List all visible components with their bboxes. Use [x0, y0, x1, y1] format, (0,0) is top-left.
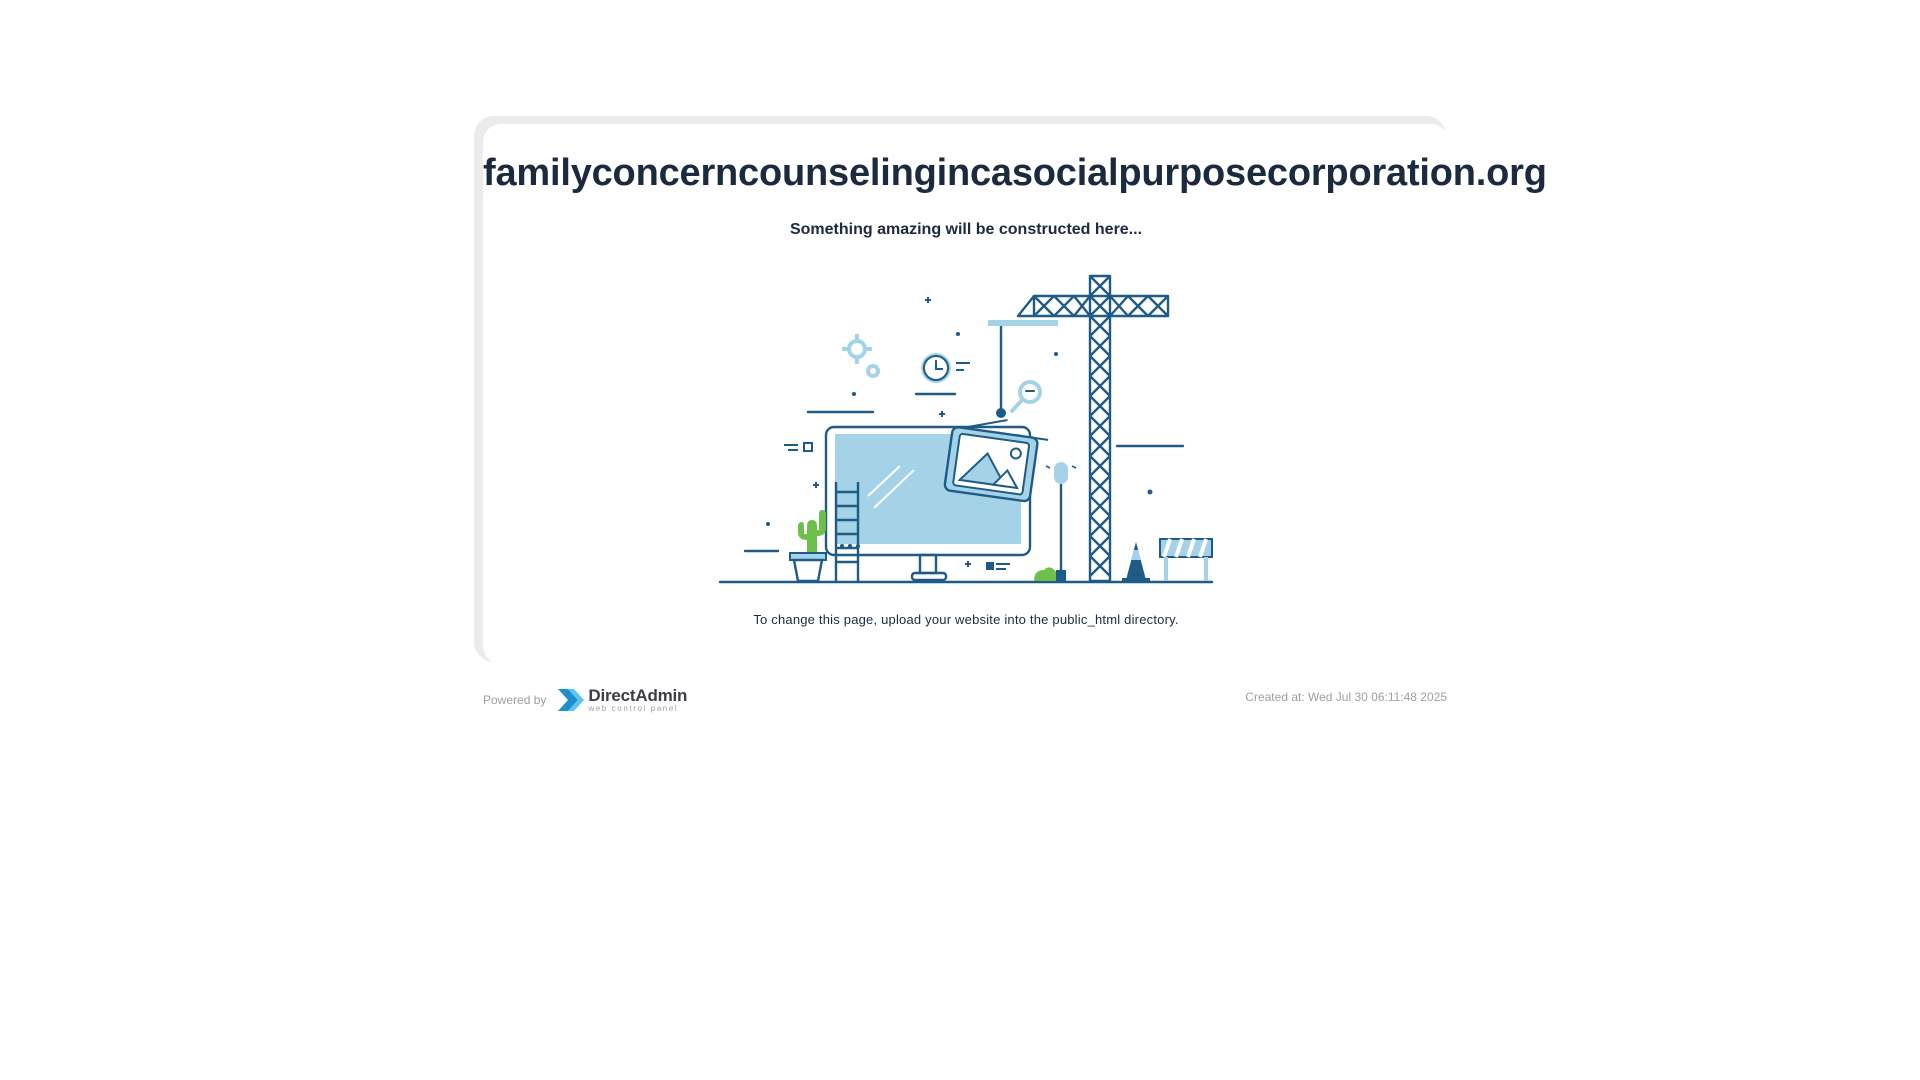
traffic-cone-illustration [1122, 542, 1150, 582]
lamp-post-illustration [1046, 462, 1076, 581]
directadmin-logo-tagline: web control panel [588, 704, 679, 713]
clock-icon [921, 353, 970, 383]
magnifier-icon [1012, 382, 1040, 411]
page-title: familyconcerncounselingincasocialpurposecorporation.org [483, 152, 1547, 194]
under-construction-illustration [718, 270, 1214, 590]
powered-by-label: Powered by [483, 693, 547, 707]
road-barrier-illustration [1160, 539, 1212, 581]
upload-instructions: To change this page, upload your website into the public_html directory. [753, 612, 1179, 627]
gear-icon [849, 341, 878, 376]
page-subtitle: Something amazing will be constructed here... [789, 221, 1143, 238]
directadmin-logo-name: DirectAdmin [588, 686, 688, 705]
created-at-timestamp: Created at: Wed Jul 30 06:11:48 2025 [1245, 690, 1447, 704]
cactus-plant-illustration [790, 510, 826, 581]
directadmin-logo-link[interactable] [556, 685, 687, 715]
directadmin-chevron-icon [556, 685, 584, 715]
bush-illustration [1034, 567, 1056, 581]
powered-by-footer [483, 683, 687, 717]
